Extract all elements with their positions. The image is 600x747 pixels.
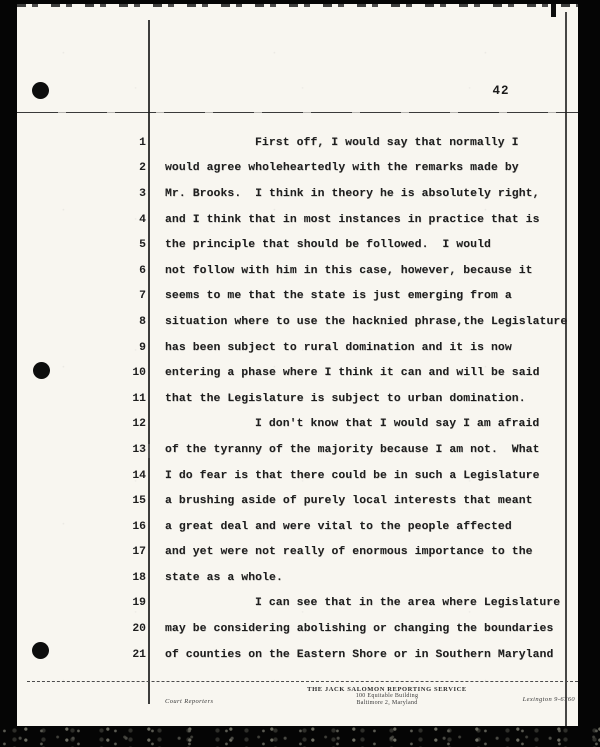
- footer-service-address: 100 Equitable Building: [355, 693, 419, 699]
- line-number: 7: [139, 290, 146, 303]
- transcript-line: [17, 642, 578, 668]
- transcript-line: [17, 565, 578, 591]
- transcript-line-text: has been subject to rural domination and it is now: [165, 341, 512, 354]
- transcript-line: [17, 335, 578, 361]
- document-page: [17, 4, 578, 726]
- transcript-line: [17, 181, 578, 207]
- transcript-line: [17, 463, 578, 489]
- transcript-line-text: I don't know that I would say I am afraid: [255, 418, 540, 431]
- transcript-line-text: may be considering abolishing or changing the boundaries: [165, 623, 554, 636]
- transcript-line-text: First off, I would say that normally I: [255, 136, 519, 149]
- transcript-line-text: not follow with him in this case, however, because it: [165, 264, 533, 277]
- transcript-line: [17, 156, 578, 182]
- transcript-line-text: a great deal and were vital to the people affected: [165, 520, 512, 533]
- line-number: 16: [132, 520, 146, 533]
- transcript-line-text: I do fear is that there could be in such a Legislature: [165, 469, 540, 482]
- punch-hole: [32, 82, 49, 99]
- footer-phone: Lexington 9-6760: [522, 696, 575, 703]
- line-number: 12: [132, 418, 146, 431]
- transcript-line-text: I can see that in the area where Legislature: [255, 597, 561, 610]
- transcript-line-text: that the Legislature is subject to urban domination.: [165, 392, 526, 405]
- transcript-line-text: of the tyranny of the majority because I am not. What: [165, 443, 540, 456]
- line-number: 15: [132, 495, 146, 508]
- scan-mark: [551, 4, 556, 17]
- transcript-line: [17, 130, 578, 156]
- transcript-line-text: entering a phase where I think it can and will be said: [165, 367, 540, 380]
- line-number: 18: [132, 571, 146, 584]
- transcript-line-text: the principle that should be followed. I would: [165, 239, 491, 252]
- line-number: 8: [139, 315, 146, 328]
- line-number: 9: [139, 341, 146, 354]
- footer-service-name: THE JACK SALOMON REPORTING SERVICE: [307, 686, 467, 693]
- line-number: 17: [132, 546, 146, 559]
- transcript-line-text: situation where to use the hacknied phrase,the Legislature: [165, 315, 568, 328]
- transcript-line: [17, 309, 578, 335]
- transcript-line: [17, 360, 578, 386]
- line-number: 13: [132, 443, 146, 456]
- transcript-line: [17, 412, 578, 438]
- transcript-line: [17, 514, 578, 540]
- transcript-line: [17, 207, 578, 233]
- transcript-line: [17, 591, 578, 617]
- line-number: 5: [139, 239, 146, 252]
- line-number: 20: [132, 623, 146, 636]
- header-rule: [17, 112, 578, 113]
- line-number: 3: [139, 187, 146, 200]
- line-number: 6: [139, 264, 146, 277]
- transcript-line-text: of counties on the Eastern Shore or in Southern Maryland: [165, 648, 554, 661]
- line-number: 4: [139, 213, 146, 226]
- line-number: 14: [132, 469, 146, 482]
- transcript-line-text: and yet were not really of enormous importance to the: [165, 546, 533, 559]
- transcript-line-text: would agree wholeheartedly with the remarks made by: [165, 162, 519, 175]
- transcript-line: [17, 258, 578, 284]
- footer-service-city: Baltimore 2, Maryland: [356, 699, 418, 706]
- scan-noise-bottom: [0, 726, 600, 747]
- footer-court-reporters: Court Reporters: [165, 698, 214, 705]
- transcript-line: [17, 284, 578, 310]
- line-number: 1: [139, 136, 146, 149]
- footer-rule: [27, 681, 578, 682]
- transcript-line: [17, 488, 578, 514]
- transcript-line-text: a brushing aside of purely local interests that meant: [165, 495, 533, 508]
- transcript-line: [17, 616, 578, 642]
- transcript-line: [17, 540, 578, 566]
- transcript-line-text: Mr. Brooks. I think in theory he is absolutely right,: [165, 187, 540, 200]
- transcript-body: [17, 130, 578, 667]
- transcript-line: [17, 437, 578, 463]
- line-number: 19: [132, 597, 146, 610]
- transcript-line: [17, 232, 578, 258]
- line-number: 11: [132, 392, 146, 405]
- footer-reporting-service: [267, 686, 507, 706]
- transcript-line-text: and I think that in most instances in practice that is: [165, 213, 540, 226]
- line-number: 10: [132, 367, 146, 380]
- line-number: 2: [139, 162, 146, 175]
- transcript-line: [17, 386, 578, 412]
- page-number: 42: [492, 84, 510, 98]
- line-number: 21: [132, 648, 146, 661]
- transcript-line-text: state as a whole.: [165, 571, 283, 584]
- transcript-line-text: seems to me that the state is just emerging from a: [165, 290, 512, 303]
- scan-noise-top: [17, 4, 578, 7]
